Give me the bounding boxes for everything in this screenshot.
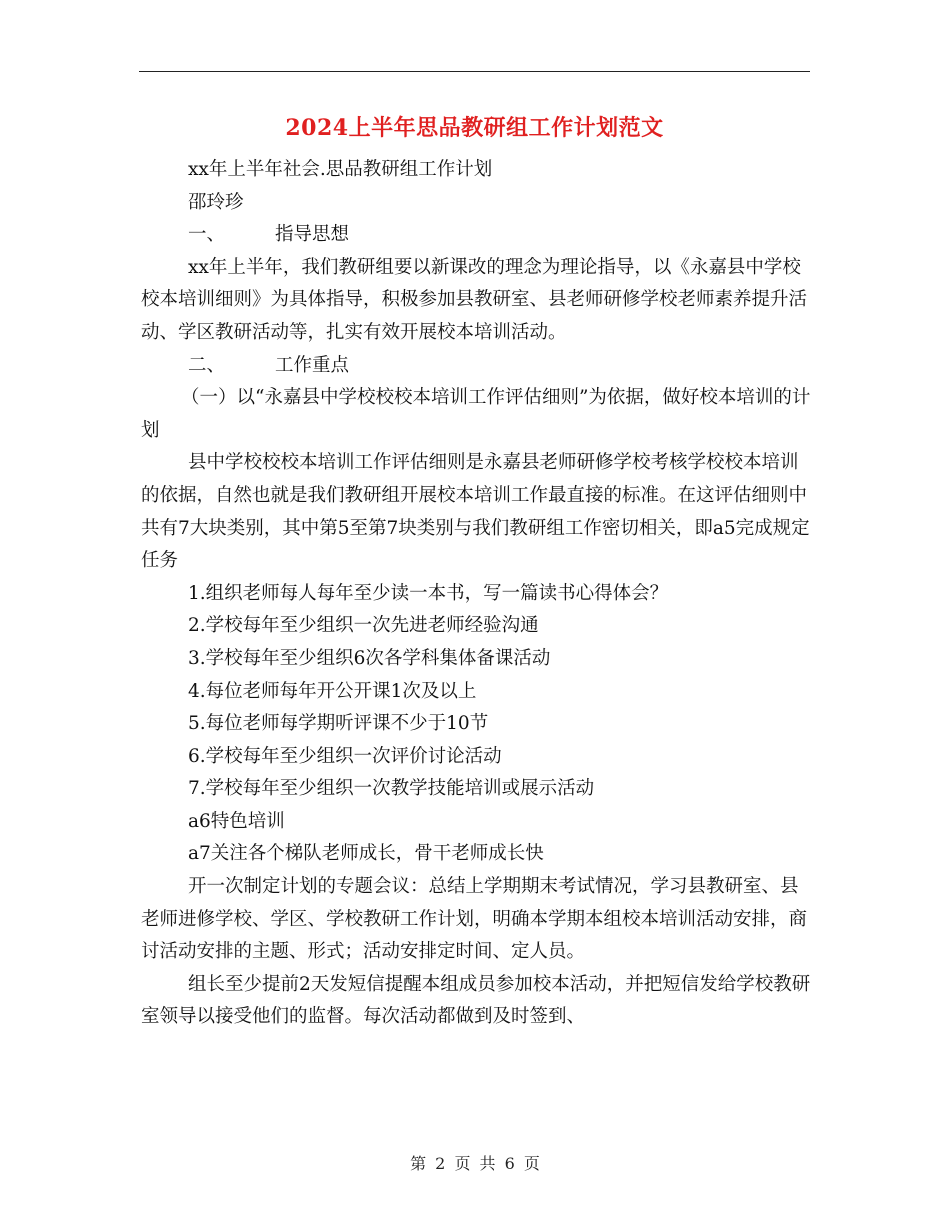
section-number: 二、 (188, 354, 226, 376)
list-item: 2.学校每年至少组织一次先进老师经验沟通 (188, 615, 539, 637)
list-item: 5.每位老师每学期听评课不少于10节 (188, 713, 489, 735)
category-a7: a7关注各个梯队老师成长，骨干老师成长快 (188, 843, 544, 865)
paragraph: 县中学校校校本培训工作评估细则是永嘉县老师研修学校考核学校校本培训的依据，自然也就是我们教研组开展校本培训工作最直接的标准。在这评估细则中共有7大块类别，其中第5至第7块类别与我们教研组工作密切相关，即a5完成规定任务 (141, 452, 810, 572)
document-author: 邵玲珍 (188, 191, 244, 213)
list-item: 3.学校每年至少组织6次各学科集体备课活动 (188, 647, 551, 669)
section-number: 一、 (188, 224, 226, 246)
subsection-heading: （一）以“永嘉县中学校校校本培训工作评估细则”为依据，做好校本培训的计划 (141, 387, 811, 441)
document-subtitle: xx年上半年社会.思品教研组工作计划 (188, 159, 493, 180)
list-item: 6.学校每年至少组织一次评价讨论活动 (188, 745, 502, 767)
page-footer: 第 2 页 共 6 页 (410, 1154, 540, 1173)
header-rule (139, 71, 810, 72)
category-a6: a6特色培训 (188, 810, 285, 832)
section-title: 指导思想 (275, 224, 350, 246)
paragraph: 组长至少提前2天发短信提醒本组成员参加校本活动，并把短信发给学校教研室领导以接受他们的监督。每次活动都做到及时签到、 (141, 973, 811, 1028)
section-heading-1 (141, 219, 811, 252)
section-title: 工作重点 (275, 354, 350, 376)
document-title: 2024上半年思品教研组工作计划范文 (285, 115, 664, 141)
section-heading-2 (141, 350, 811, 383)
list-item: 7.学校每年至少组织一次教学技能培训或展示活动 (188, 778, 595, 800)
paragraph: 开一次制定计划的专题会议：总结上学期期末考试情况，学习县教研室、县老师进修学校、学区、学校教研工作计划，明确本学期本组校本培训活动安排，商讨活动安排的主题、形式；活动安排定时间、定人员。 (141, 876, 808, 963)
list-item: 1.组织老师每人每年至少读一本书，写一篇读书心得体会？ (188, 582, 669, 604)
list-item: 4.每位老师每年开公开课1次及以上 (188, 680, 477, 702)
paragraph: xx年上半年，我们教研组要以新课改的理念为理论指导，以《永嘉县中学校校本培训细则》为具体指导，积极参加县教研室、县老师研修学校老师素养提升活动、学区教研活动等，扎实有效开展校本培训活动。 (141, 256, 808, 343)
document-body (141, 154, 811, 1034)
